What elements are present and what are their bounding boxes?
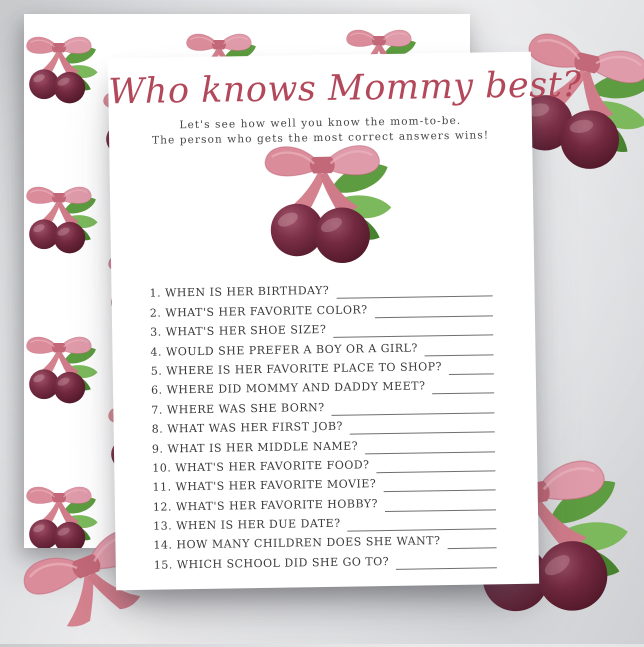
question-text: 3. WHAT'S HER SHOE SIZE? bbox=[150, 323, 327, 339]
question-text: 9. WHAT IS HER MIDDLE NAME? bbox=[151, 438, 359, 456]
question-text: 2. WHAT'S HER FAVORITE COLOR? bbox=[149, 303, 368, 320]
cherry-bow-icon bbox=[24, 23, 101, 108]
question-text: 6. WHERE DID MOMMY AND DADDY MEET? bbox=[150, 379, 426, 398]
subtitle-line-1: Let's see how well you know the mom-to-be. bbox=[179, 114, 462, 132]
question-text: 7. WHERE WAS SHE BORN? bbox=[151, 400, 325, 417]
cherry-bow-icon bbox=[24, 173, 101, 258]
question-text: 15. WHICH SCHOOL DID SHE GO TO? bbox=[153, 554, 390, 572]
game-card bbox=[108, 52, 582, 591]
cherry-bow-illustration bbox=[213, 137, 430, 290]
question-text: 1. WHEN IS HER BIRTHDAY? bbox=[149, 284, 330, 301]
question-text: 5. WHERE IS HER FAVORITE PLACE TO SHOP? bbox=[150, 360, 443, 378]
question-text: 4. WOULD SHE PREFER A BOY OR A GIRL? bbox=[150, 341, 418, 359]
question-row bbox=[149, 275, 492, 300]
page-title: Who knows Mommy best? bbox=[108, 64, 582, 113]
answer-line bbox=[396, 567, 497, 570]
question-text: 14. HOW MANY CHILDREN DOES SHE WANT? bbox=[153, 534, 441, 553]
question-text: 8. WHAT WAS HER FIRST JOB? bbox=[151, 419, 344, 436]
subtitle-line-2: The person who gets the most correct answers wins! bbox=[151, 128, 490, 147]
question-text: 10. WHAT'S HER FAVORITE FOOD? bbox=[152, 458, 370, 475]
cherry-bow-icon bbox=[24, 323, 101, 408]
question-text: 11. WHAT'S HER FAVORITE MOVIE? bbox=[152, 477, 377, 495]
questions-list bbox=[149, 275, 497, 571]
question-text: 12. WHAT'S HER FAVORITE HOBBY? bbox=[152, 496, 379, 514]
question-text: 13. WHEN IS HER DUE DATE? bbox=[153, 516, 341, 533]
